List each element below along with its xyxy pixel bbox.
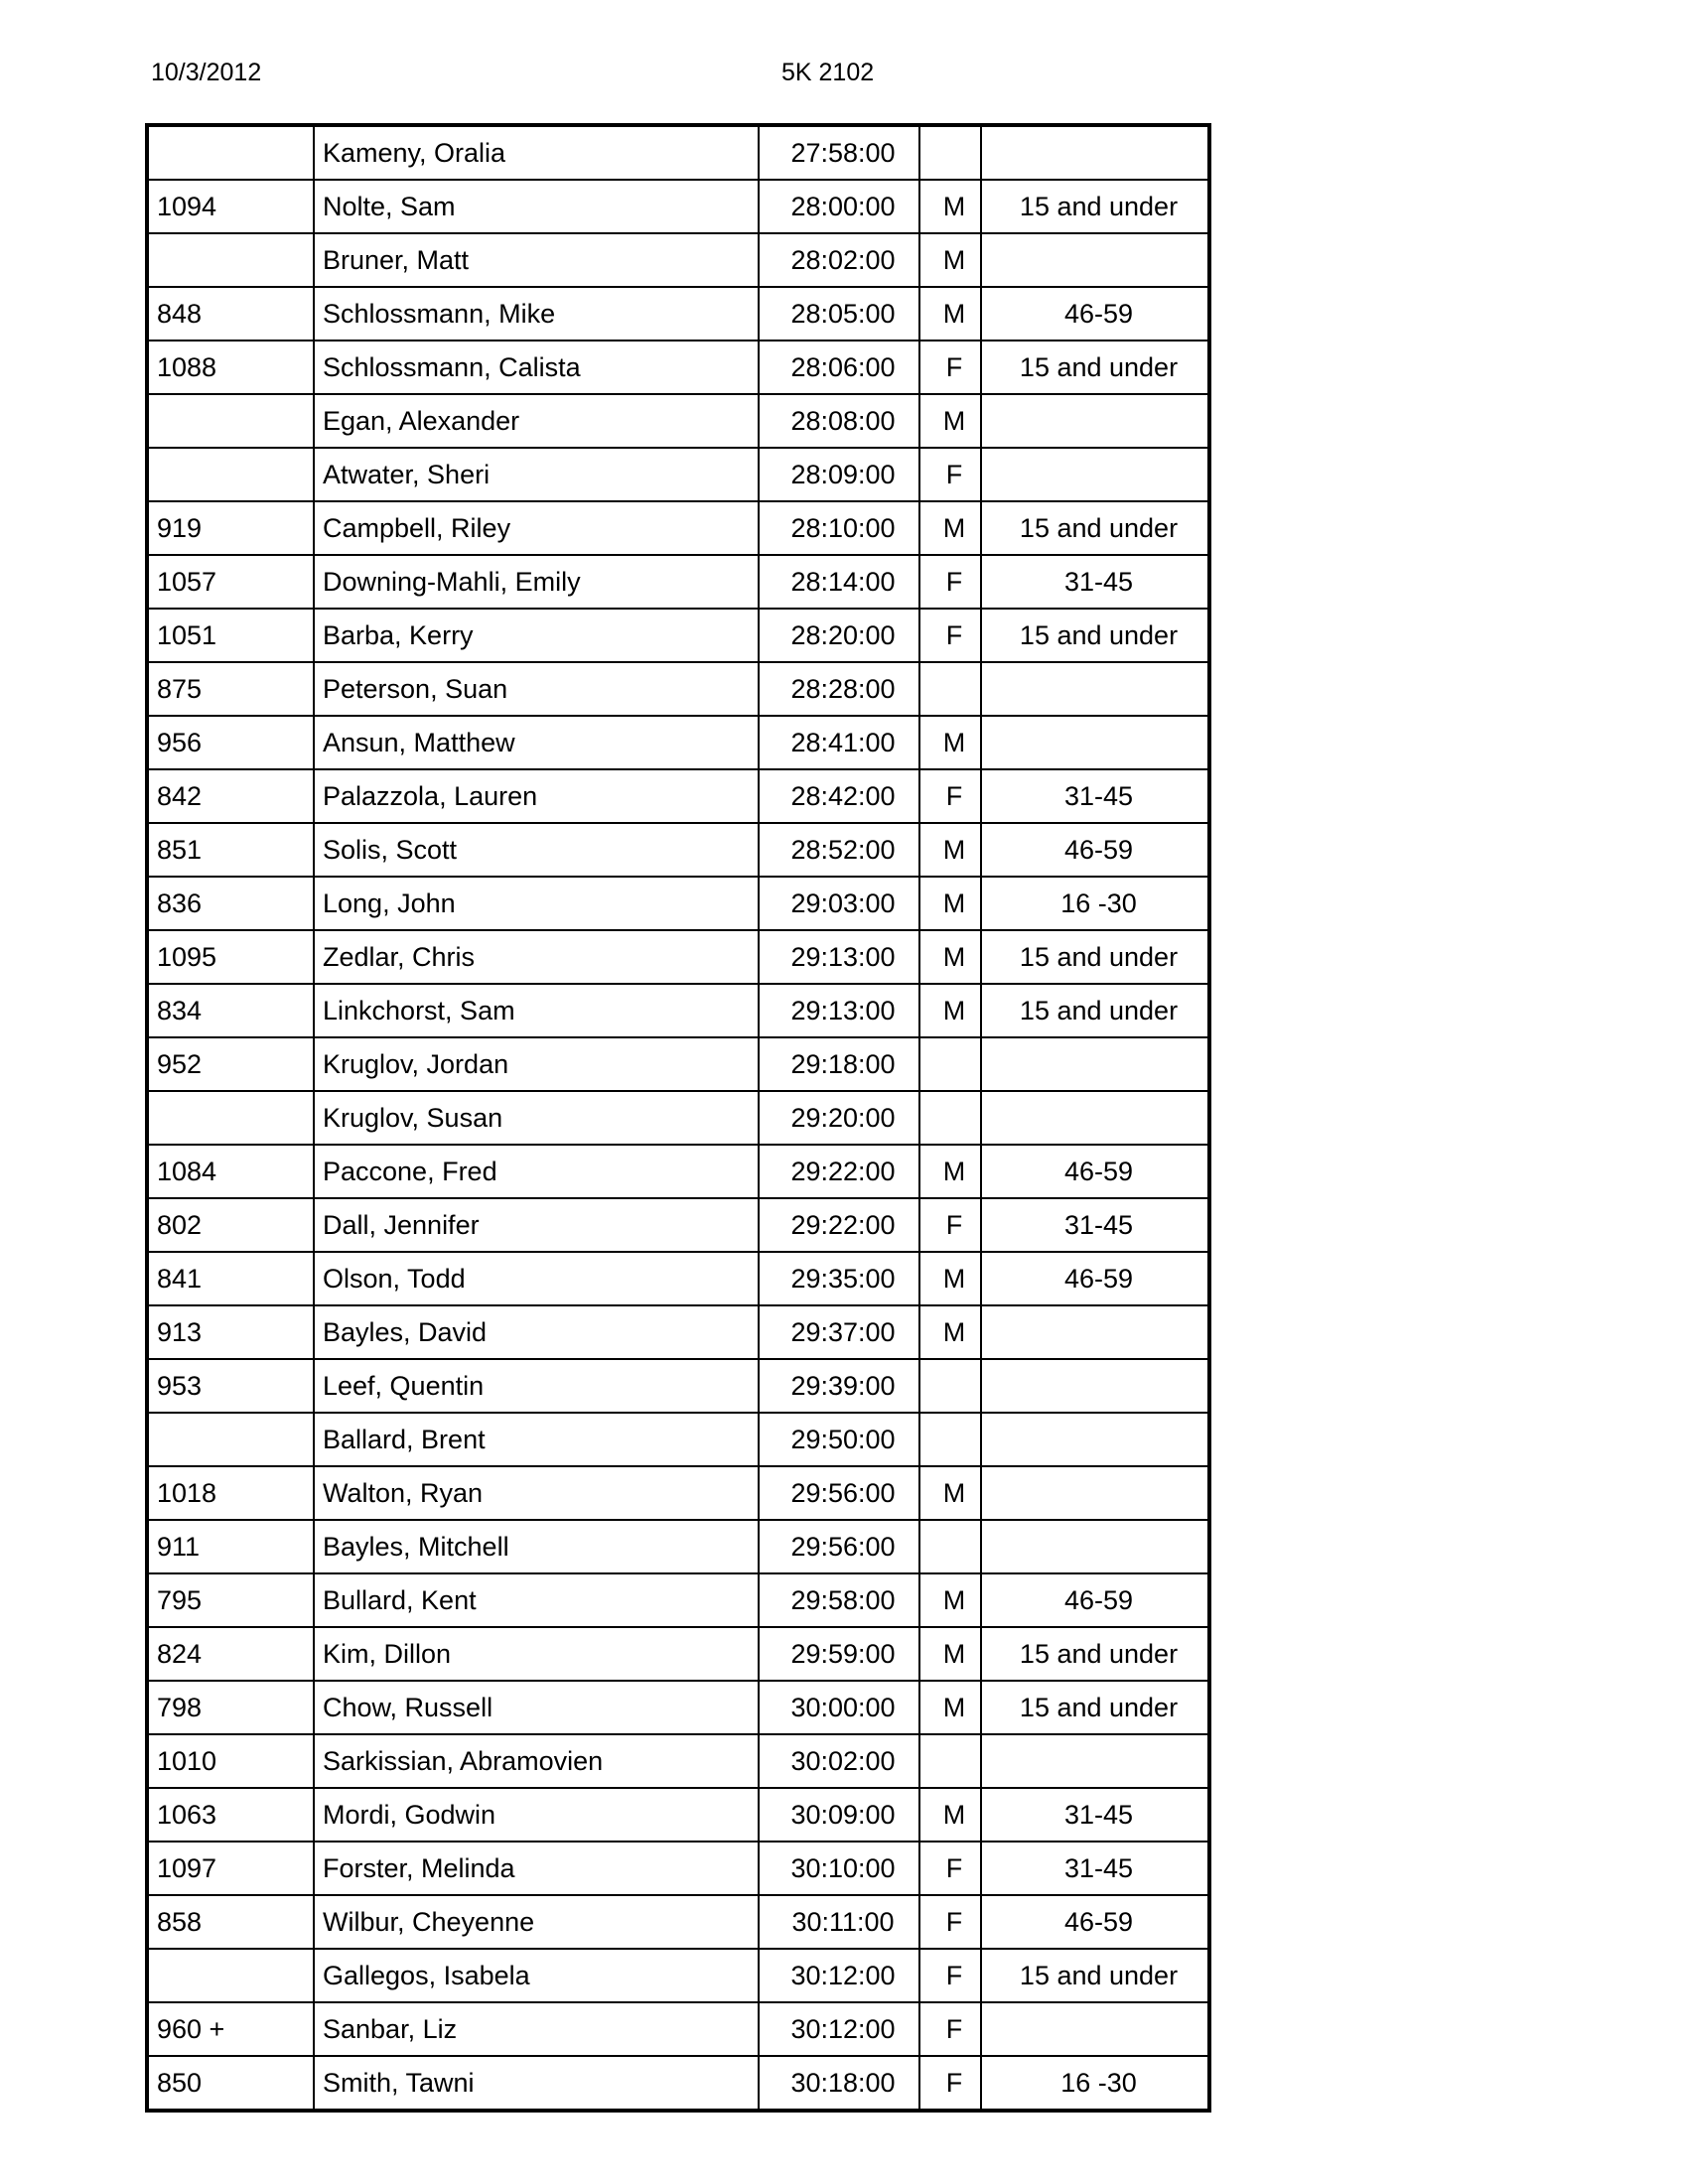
cell-name: Ballard, Brent [314,1413,759,1466]
cell-division: 46-59 [981,1895,1209,1949]
cell-division: 46-59 [981,823,1209,877]
cell-name: Linkchorst, Sam [314,984,759,1037]
table-row [147,180,1209,233]
cell-time: 29:03:00 [759,877,919,930]
cell-name: Sarkissian, Abramovien [314,1734,759,1788]
cell-name: Gallegos, Isabela [314,1949,759,2002]
cell-division [981,1305,1209,1359]
cell-division [981,1037,1209,1091]
cell-name: Long, John [314,877,759,930]
cell-name: Paccone, Fred [314,1145,759,1198]
cell-bib: 836 [147,877,314,930]
cell-name: Bullard, Kent [314,1573,759,1627]
cell-sex: M [919,1681,981,1734]
table-row [147,823,1209,877]
cell-bib: 1097 [147,1842,314,1895]
table-row [147,287,1209,341]
cell-time: 30:12:00 [759,1949,919,2002]
cell-sex [919,1037,981,1091]
table-row [147,1788,1209,1842]
cell-name: Dall, Jennifer [314,1198,759,1252]
table-row [147,1949,1209,2002]
cell-name: Schlossmann, Mike [314,287,759,341]
cell-time: 29:58:00 [759,1573,919,1627]
table-row [147,2002,1209,2056]
cell-division: 16 -30 [981,2056,1209,2111]
table-row [147,1198,1209,1252]
cell-sex: M [919,233,981,287]
cell-name: Palazzola, Lauren [314,769,759,823]
table-row [147,1681,1209,1734]
cell-time: 27:58:00 [759,125,919,180]
cell-time: 28:02:00 [759,233,919,287]
cell-bib: 960 + [147,2002,314,2056]
results-table-wrapper [145,123,1207,2113]
cell-name: Sanbar, Liz [314,2002,759,2056]
cell-time: 30:09:00 [759,1788,919,1842]
cell-division: 15 and under [981,609,1209,662]
cell-name: Barba, Kerry [314,609,759,662]
cell-name: Peterson, Suan [314,662,759,716]
cell-time: 29:56:00 [759,1466,919,1520]
cell-bib: 1088 [147,341,314,394]
table-row [147,1091,1209,1145]
cell-name: Kruglov, Jordan [314,1037,759,1091]
cell-division: 46-59 [981,1252,1209,1305]
cell-time: 28:08:00 [759,394,919,448]
cell-division: 15 and under [981,501,1209,555]
table-row [147,930,1209,984]
cell-bib [147,448,314,501]
cell-sex: M [919,287,981,341]
cell-sex: M [919,716,981,769]
cell-time: 29:50:00 [759,1413,919,1466]
cell-time: 29:22:00 [759,1198,919,1252]
cell-time: 28:10:00 [759,501,919,555]
cell-time: 28:00:00 [759,180,919,233]
cell-name: Forster, Melinda [314,1842,759,1895]
cell-division: 15 and under [981,984,1209,1037]
cell-sex: F [919,448,981,501]
cell-bib: 1010 [147,1734,314,1788]
cell-sex: F [919,555,981,609]
cell-division: 31-45 [981,1788,1209,1842]
cell-sex: F [919,1198,981,1252]
cell-name: Zedlar, Chris [314,930,759,984]
table-row [147,769,1209,823]
cell-bib: 919 [147,501,314,555]
cell-division: 15 and under [981,180,1209,233]
cell-division [981,1520,1209,1573]
cell-division: 15 and under [981,930,1209,984]
cell-name: Solis, Scott [314,823,759,877]
cell-bib: 851 [147,823,314,877]
cell-name: Downing-Mahli, Emily [314,555,759,609]
cell-division: 46-59 [981,1145,1209,1198]
table-row [147,1359,1209,1413]
cell-sex: M [919,984,981,1037]
cell-name: Leef, Quentin [314,1359,759,1413]
table-row [147,233,1209,287]
cell-bib [147,1413,314,1466]
cell-bib [147,1091,314,1145]
cell-bib: 1095 [147,930,314,984]
cell-bib: 1063 [147,1788,314,1842]
cell-division [981,125,1209,180]
cell-name: Mordi, Godwin [314,1788,759,1842]
table-row [147,2056,1209,2111]
cell-time: 28:05:00 [759,287,919,341]
cell-name: Walton, Ryan [314,1466,759,1520]
cell-sex [919,1520,981,1573]
cell-division [981,662,1209,716]
cell-name: Bruner, Matt [314,233,759,287]
cell-name: Campbell, Riley [314,501,759,555]
cell-bib: 834 [147,984,314,1037]
cell-division [981,448,1209,501]
cell-name: Wilbur, Cheyenne [314,1895,759,1949]
cell-division [981,1413,1209,1466]
cell-bib: 1094 [147,180,314,233]
cell-sex: M [919,1788,981,1842]
cell-bib: 913 [147,1305,314,1359]
cell-bib: 911 [147,1520,314,1573]
cell-time: 29:13:00 [759,930,919,984]
table-row [147,609,1209,662]
cell-division [981,716,1209,769]
cell-division: 15 and under [981,1681,1209,1734]
table-row [147,1037,1209,1091]
cell-bib: 1084 [147,1145,314,1198]
cell-division [981,2002,1209,2056]
cell-time: 29:37:00 [759,1305,919,1359]
cell-division: 15 and under [981,1627,1209,1681]
table-row [147,555,1209,609]
table-row [147,501,1209,555]
cell-division [981,233,1209,287]
table-row [147,1895,1209,1949]
cell-division [981,1359,1209,1413]
cell-time: 29:39:00 [759,1359,919,1413]
cell-bib: 824 [147,1627,314,1681]
table-row [147,1252,1209,1305]
cell-bib: 1018 [147,1466,314,1520]
cell-division [981,1466,1209,1520]
cell-sex: F [919,769,981,823]
cell-time: 29:20:00 [759,1091,919,1145]
cell-sex: F [919,1842,981,1895]
cell-bib [147,394,314,448]
cell-time: 28:14:00 [759,555,919,609]
cell-bib: 802 [147,1198,314,1252]
cell-time: 29:35:00 [759,1252,919,1305]
cell-sex [919,1734,981,1788]
cell-sex [919,1091,981,1145]
cell-time: 30:12:00 [759,2002,919,2056]
cell-bib: 842 [147,769,314,823]
table-row [147,125,1209,180]
cell-division [981,394,1209,448]
cell-sex: M [919,823,981,877]
header-title: 5K 2102 [781,59,875,86]
cell-sex [919,1413,981,1466]
cell-division: 31-45 [981,555,1209,609]
cell-sex: M [919,1145,981,1198]
table-row [147,716,1209,769]
cell-sex: M [919,1627,981,1681]
cell-bib: 875 [147,662,314,716]
cell-sex [919,662,981,716]
cell-sex: F [919,1949,981,2002]
cell-time: 29:13:00 [759,984,919,1037]
cell-bib: 956 [147,716,314,769]
cell-sex: M [919,1573,981,1627]
results-table-body [147,125,1209,2111]
table-row [147,1627,1209,1681]
cell-time: 29:56:00 [759,1520,919,1573]
cell-time: 30:10:00 [759,1842,919,1895]
cell-division: 31-45 [981,1198,1209,1252]
cell-time: 28:06:00 [759,341,919,394]
cell-bib: 798 [147,1681,314,1734]
table-row [147,1520,1209,1573]
cell-name: Kameny, Oralia [314,125,759,180]
cell-time: 28:09:00 [759,448,919,501]
cell-sex: M [919,1252,981,1305]
table-row [147,662,1209,716]
cell-bib: 952 [147,1037,314,1091]
cell-division: 46-59 [981,1573,1209,1627]
cell-division [981,1734,1209,1788]
cell-name: Egan, Alexander [314,394,759,448]
cell-sex: F [919,609,981,662]
cell-sex: M [919,1305,981,1359]
cell-time: 30:02:00 [759,1734,919,1788]
table-row [147,984,1209,1037]
cell-bib: 850 [147,2056,314,2111]
cell-name: Nolte, Sam [314,180,759,233]
cell-name: Kruglov, Susan [314,1091,759,1145]
cell-time: 29:59:00 [759,1627,919,1681]
cell-time: 30:00:00 [759,1681,919,1734]
cell-bib: 1057 [147,555,314,609]
cell-sex: F [919,341,981,394]
cell-sex: F [919,2002,981,2056]
page-header [0,58,1688,87]
table-row [147,1305,1209,1359]
cell-name: Atwater, Sheri [314,448,759,501]
cell-bib: 1051 [147,609,314,662]
cell-division: 16 -30 [981,877,1209,930]
cell-name: Chow, Russell [314,1681,759,1734]
cell-bib: 848 [147,287,314,341]
race-results-table [145,123,1211,2113]
table-row [147,394,1209,448]
cell-time: 30:18:00 [759,2056,919,2111]
table-row [147,877,1209,930]
table-row [147,448,1209,501]
table-row [147,1842,1209,1895]
cell-division [981,1091,1209,1145]
cell-bib: 795 [147,1573,314,1627]
cell-sex: F [919,1895,981,1949]
cell-name: Bayles, David [314,1305,759,1359]
cell-time: 28:42:00 [759,769,919,823]
cell-bib [147,1949,314,2002]
table-row [147,1466,1209,1520]
cell-sex: F [919,2056,981,2111]
cell-sex: M [919,394,981,448]
cell-sex: M [919,501,981,555]
cell-bib: 858 [147,1895,314,1949]
cell-sex: M [919,877,981,930]
cell-bib [147,125,314,180]
cell-name: Bayles, Mitchell [314,1520,759,1573]
cell-bib: 953 [147,1359,314,1413]
cell-division: 46-59 [981,287,1209,341]
cell-time: 29:22:00 [759,1145,919,1198]
table-row [147,1413,1209,1466]
cell-sex [919,1359,981,1413]
table-row [147,1573,1209,1627]
cell-bib [147,233,314,287]
cell-time: 28:52:00 [759,823,919,877]
cell-name: Smith, Tawni [314,2056,759,2111]
cell-division: 15 and under [981,1949,1209,2002]
table-row [147,1145,1209,1198]
cell-division: 31-45 [981,1842,1209,1895]
cell-name: Schlossmann, Calista [314,341,759,394]
cell-sex [919,125,981,180]
cell-division: 15 and under [981,341,1209,394]
cell-sex: M [919,180,981,233]
cell-name: Ansun, Matthew [314,716,759,769]
table-row [147,341,1209,394]
table-row [147,1734,1209,1788]
header-date: 10/3/2012 [151,59,262,86]
cell-name: Olson, Todd [314,1252,759,1305]
cell-time: 28:28:00 [759,662,919,716]
cell-time: 28:41:00 [759,716,919,769]
cell-bib: 841 [147,1252,314,1305]
cell-time: 28:20:00 [759,609,919,662]
cell-division: 31-45 [981,769,1209,823]
cell-sex: M [919,1466,981,1520]
cell-time: 29:18:00 [759,1037,919,1091]
cell-name: Kim, Dillon [314,1627,759,1681]
cell-time: 30:11:00 [759,1895,919,1949]
cell-sex: M [919,930,981,984]
